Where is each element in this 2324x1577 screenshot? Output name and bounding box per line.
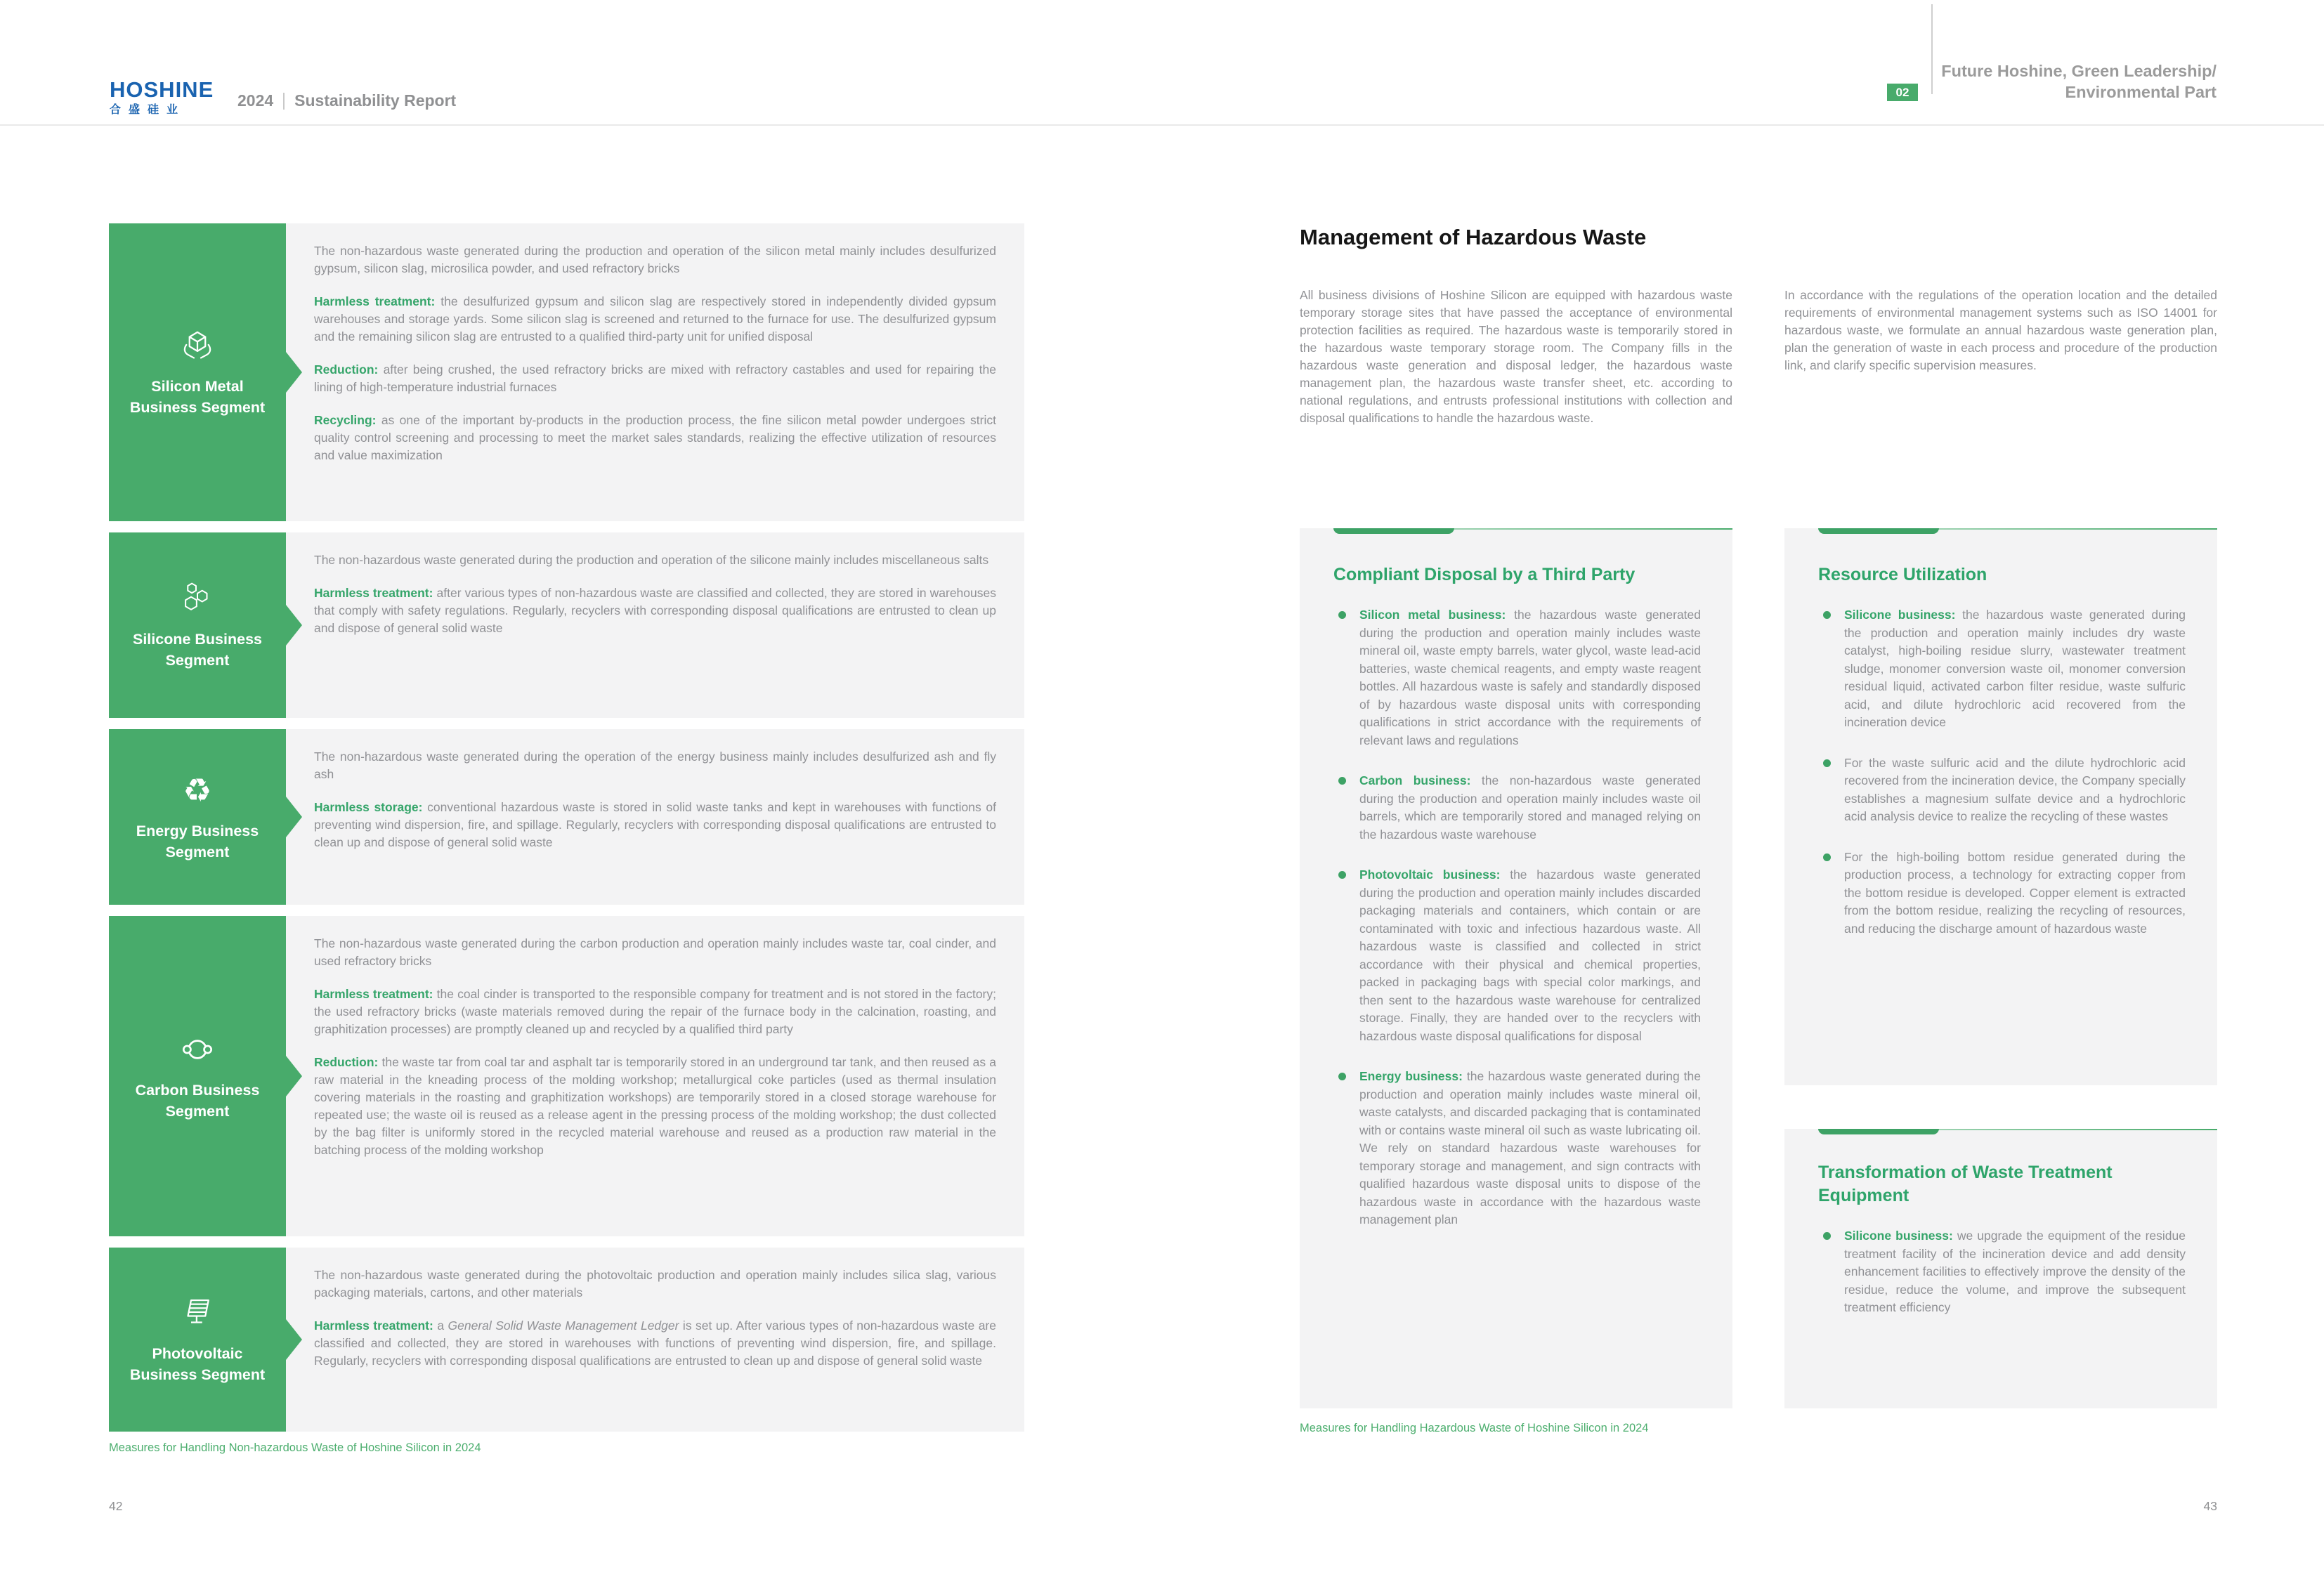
measure-lead: Harmless treatment: xyxy=(314,987,433,1001)
page-number-left: 42 xyxy=(109,1499,123,1513)
resource-utilization-box xyxy=(1784,528,2217,1085)
segment-body xyxy=(286,532,1024,718)
box-accent-pill xyxy=(1818,1129,1939,1134)
segment-intro: The non-hazardous waste generated during the production and operation of the silicone mainly includes miscellaneous salts xyxy=(314,553,989,567)
segment-label-silicon-metal xyxy=(109,223,286,521)
bullet-text: we upgrade the equipment of the residue treatment facility of the incineration device and add density enhancement facilities to effectively improve the density of the residue, reduce the volume, and improve the subsequent treatment efficiency xyxy=(1844,1229,2186,1314)
chapter-title-line2: Environmental Part xyxy=(2065,83,2217,101)
segment-paragraph xyxy=(314,361,996,396)
bullet-list xyxy=(1818,1227,2186,1317)
segment-energy xyxy=(109,729,1024,905)
bullet-text: For the high-boiling bottom residue generated during the production process, a technology for extracting copper from the bottom residue is developed. Copper element is extracted from the bottom residue, realizing the recycling of resources, and reducing the discharge amount of hazardous waste xyxy=(1844,849,2186,936)
measure-text: a xyxy=(437,1318,448,1333)
segment-label-silicone xyxy=(109,532,286,718)
chapter-title xyxy=(1941,60,2217,103)
segment-paragraph xyxy=(314,293,996,346)
bullet-lead: Photovoltaic business: xyxy=(1359,868,1501,882)
measure-text: the waste tar from coal tar and asphalt tar is temporarily stored in an underground tar tank, and then reused as a raw material in the kneading process of the molding workshop; metallurgical coke particles (used as thermal insulation covering materials in the roasting and graphitization workshops) are temporarily stored in a closed storage warehouse for repeated use; the waste oil is reused as a release agent in the pressing process of the molding workshop; the dust collected by the bag filter is uniformly stored in the recycled material warehouse and reused as a production raw material in the batching process of the molding workshop xyxy=(314,1055,996,1157)
intro-column-2: In accordance with the regulations of the operation location and the detailed requirements of environmental management systems such as ISO 14001 for hazardous waste, we formulate an annual hazardous waste generation plan, plan the generation of waste in each process and procedure of the production link, and clarify specific supervision measures. xyxy=(1784,288,2217,372)
bullet-text: the hazardous waste generated during the production and operation mainly includes dry waste catalyst, high-boiling residue slurry, wastewater treatment sludge, monomer conversion waste oil, monomer conversion residual liquid, activated carbon filter residue, waste sulfuric acid, and dilute hydrochloric acid recovered from the incineration device xyxy=(1844,608,2186,729)
bullet-lead: Energy business: xyxy=(1359,1069,1463,1083)
cube-in-hands-icon xyxy=(178,327,216,365)
segment-intro: The non-hazardous waste generated during the operation of the energy business mainly includes desulfurized ash and fly ash xyxy=(314,750,996,781)
measure-lead: Harmless treatment: xyxy=(314,586,433,600)
intro-column-1: All business divisions of Hoshine Silicon are equipped with hazardous waste temporary storage sites that have passed the acceptance of environmental protection facilities as required. The hazardous waste is temporarily stored in the hazardous waste temporary storage room. The Company fills in the hazardous waste generation and disposal ledger, the hazardous waste management plan, the hazardous waste transfer sheet, etc. according to national regulations, and entrusts professional institutions with collection and disposal qualifications to handle the hazardous waste. xyxy=(1300,288,1732,425)
bullet-list xyxy=(1333,606,1701,1229)
logo-wordmark: HOSHINE xyxy=(110,77,214,102)
bullet-text: the non-hazardous waste generated during the production and operation mainly includes waste oil barrels, which are temporarily stored and managed relying on the hazardous waste warehouse xyxy=(1359,773,1701,842)
measure-text: after being crushed, the used refractory bricks are mixed with refractory castables and used for repairing the lining of high-temperature industrial furnaces xyxy=(314,362,996,394)
header-report-meta xyxy=(237,91,456,110)
bullet-lead: Silicone business: xyxy=(1844,1229,1953,1243)
compliant-disposal-box xyxy=(1300,528,1732,1408)
segment-title: Silicon Metal Business Segment xyxy=(129,378,266,416)
ledger-title-italic: General Solid Waste Management Ledger xyxy=(448,1318,679,1333)
report-title: Sustainability Report xyxy=(294,91,457,110)
box-heading: Transformation of Waste Treatment Equipment xyxy=(1818,1163,2113,1205)
measure-lead: Harmless treatment: xyxy=(314,294,436,308)
bullet-item xyxy=(1333,866,1701,1045)
measure-text: as one of the important by-products in the production process, the fine silicon metal powder undergoes strict quality control screening and processing to meet the market sales standards, realizing the effective utilization of resources and value maximization xyxy=(314,413,996,462)
bullet-item xyxy=(1818,849,2186,938)
box-accent-pill xyxy=(1818,528,1939,534)
header-rule xyxy=(0,124,2324,126)
chapter-number-badge: 02 xyxy=(1887,84,1918,101)
segment-intro: The non-hazardous waste generated during the photovoltaic production and operation mainly includes silica slag, various packaging materials, cartons, and other materials xyxy=(314,1268,996,1300)
waste-equipment-transformation-box xyxy=(1784,1129,2217,1408)
report-year: 2024 xyxy=(237,91,274,110)
bullet-text: the hazardous waste generated during the production and operation mainly includes waste mineral oil, waste catalysts, and discarded packaging that is contaminated with or contains waste mineral oil such as waste lubricating oil. We rely on standard hazardous waste warehouses for temporary storage and management, and sign contracts with qualified hazardous waste disposal units to dispose of the hazardous waste in accordance with the hazardous waste management plan xyxy=(1359,1069,1701,1226)
bullet-text: the hazardous waste generated during the production and operation mainly includes waste mineral oil, waste empty barrels, water glycol, waste lead-acid batteries, waste chemical reagents, and empty waste reagent bottles. All hazardous waste is safely and standardly disposed of by hazardous waste disposal units with corresponding qualifications in strict accordance with the requirements of relevant laws and regulations xyxy=(1359,608,1702,747)
segment-paragraph xyxy=(314,584,996,637)
segment-paragraph xyxy=(314,799,996,851)
segment-label-carbon xyxy=(109,916,286,1236)
bullet-item xyxy=(1333,1068,1701,1229)
segment-label-energy xyxy=(109,729,286,905)
measure-text: after various types of non-hazardous waste are classified and collected, they are stored in warehouses that comply with safety regulations. Regularly, recyclers with corresponding disposal qualifications are entrusted to clean up and dispose of general solid waste xyxy=(314,586,996,635)
logo-chinese-characters: 合盛硅业 xyxy=(110,104,186,116)
carbon-molecule-icon xyxy=(178,1030,216,1068)
segment-label-photovoltaic xyxy=(109,1248,286,1432)
hoshine-logo xyxy=(110,79,214,118)
segment-photovoltaic xyxy=(109,1248,1024,1432)
header-divider xyxy=(283,93,285,110)
segment-paragraph xyxy=(314,1317,996,1370)
page-title: Management of Hazardous Waste xyxy=(1300,225,1647,249)
segment-carbon xyxy=(109,916,1024,1236)
bullet-text: the hazardous waste generated during the production and operation mainly includes discarded packaging materials and containers, which contain or are contaminated with toxic and infectious hazardous waste. All hazardous waste is classified and collected in strict accordance with their physical and chemical properties, packed in packaging bags with special color markings, and then sent to the hazardous waste warehouse for centralized storage. Finally, they are handed over to the recyclers with hazardous waste disposal qualifications for disposal xyxy=(1359,868,1702,1043)
measure-text: is set up. After various types of non-hazardous waste are classified and collected, they are stored in warehouses with functions of preventing wind dispersion, fire, and spillage. Regularly, recyclers with corresponding disposal qualifications are entrusted to clean up and dispose of general solid waste xyxy=(314,1318,996,1368)
measure-text: the desulfurized gypsum and silicon slag are respectively stored in independently divided gypsum warehouses and storage yards. Some silicon slag is screened and returned to the furnace for use. The desulfurized gypsum and the remaining silicon slag are entrusted to a qualified third-party unit for unified disposal xyxy=(314,294,996,343)
non-hazardous-waste-segments xyxy=(109,223,1024,1443)
left-figure-caption: Measures for Handling Non-hazardous Waste of Hoshine Silicon in 2024 xyxy=(109,1441,481,1454)
segment-paragraph xyxy=(314,1054,996,1159)
measure-text: the coal cinder is transported to the responsible company for treatment and is not stored in the factory; the used refractory bricks (waste materials removed during the repair of the furnace body in the calcination, roasting, and graphitization processes) are promptly cleaned up and recycled by a qualified third party xyxy=(314,987,996,1036)
box-heading: Resource Utilization xyxy=(1818,565,1987,584)
measure-lead: Reduction: xyxy=(314,1055,379,1069)
bullet-item xyxy=(1818,1227,2186,1317)
bullet-item xyxy=(1333,606,1701,750)
recycle-arrows-icon: ♻ xyxy=(183,771,212,809)
chapter-divider-line xyxy=(1931,4,1933,94)
segment-body xyxy=(286,223,1024,521)
measure-lead: Harmless storage: xyxy=(314,800,423,814)
segment-title: Photovoltaic Business Segment xyxy=(129,1345,266,1383)
hazardous-waste-intro xyxy=(1300,287,2217,427)
segment-silicone xyxy=(109,532,1024,718)
right-figure-caption: Measures for Handling Hazardous Waste of Hoshine Silicon in 2024 xyxy=(1300,1422,1649,1434)
bullet-list xyxy=(1818,606,2186,938)
bullet-item xyxy=(1818,754,2186,826)
molecule-hexagons-icon xyxy=(178,580,216,617)
segment-body xyxy=(286,1248,1024,1432)
segment-title: Carbon Business Segment xyxy=(135,1082,260,1120)
box-accent-pill xyxy=(1333,528,1454,534)
solar-panel-icon xyxy=(178,1294,216,1332)
bullet-item xyxy=(1333,772,1701,844)
box-heading: Compliant Disposal by a Third Party xyxy=(1333,565,1636,584)
bullet-lead: Silicone business: xyxy=(1844,608,1956,622)
segment-silicon-metal xyxy=(109,223,1024,521)
page-number-right: 43 xyxy=(2203,1499,2217,1513)
segment-intro: The non-hazardous waste generated during the carbon production and operation mainly includes waste tar, coal cinder, and used refractory bricks xyxy=(314,936,996,968)
bullet-text: For the waste sulfuric acid and the dilute hydrochloric acid recovered from the incineration device, the Company specially establishes a magnesium sulfate device and a hydrochloric acid analysis device to realize the recycling of these wastes xyxy=(1844,755,2186,823)
bullet-lead: Silicon metal business: xyxy=(1359,608,1506,622)
measure-lead: Harmless treatment: xyxy=(314,1318,433,1333)
segment-intro: The non-hazardous waste generated during the production and operation of the silicon metal mainly includes desulfurized gypsum, silicon slag, microsilica powder, and used refractory bricks xyxy=(314,244,996,275)
bullet-lead: Carbon business: xyxy=(1359,773,1471,787)
segment-paragraph xyxy=(314,412,996,464)
measure-lead: Recycling: xyxy=(314,413,377,427)
chapter-title-line1: Future Hoshine, Green Leadership/ xyxy=(1941,62,2217,80)
segment-body xyxy=(286,729,1024,905)
measure-text: conventional hazardous waste is stored in solid waste tanks and kept in warehouses with functions of preventing wind dispersion, fire, and spillage. Regularly, recyclers with corresponding disposal qualifications are entrusted to clean up and dispose of general solid waste xyxy=(314,800,996,849)
segment-body xyxy=(286,916,1024,1236)
segment-paragraph xyxy=(314,986,996,1038)
bullet-item xyxy=(1818,606,2186,732)
segment-title: Silicone Business Segment xyxy=(132,631,262,669)
measure-lead: Reduction: xyxy=(314,362,379,377)
segment-title: Energy Business Segment xyxy=(136,823,259,861)
